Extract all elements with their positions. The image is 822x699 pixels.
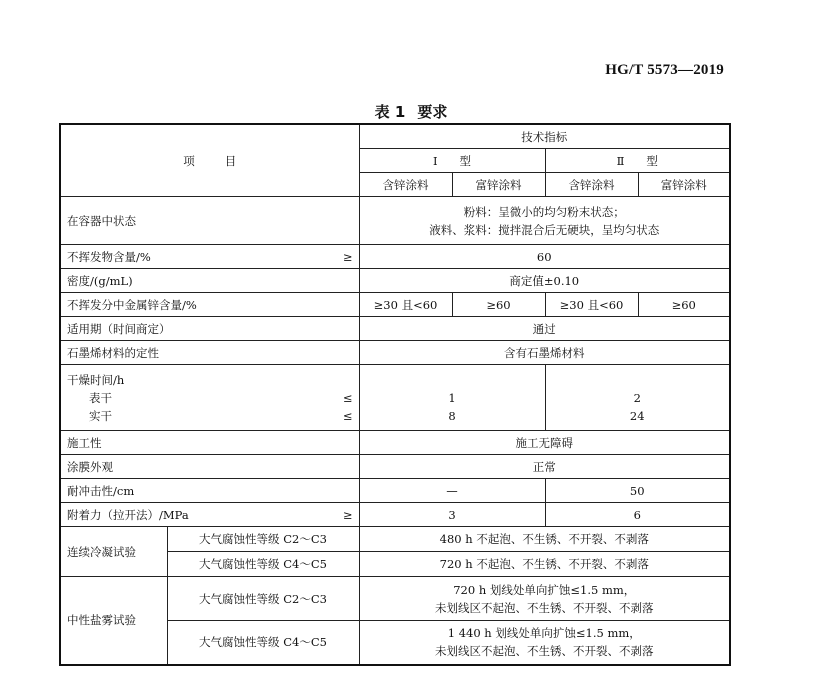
row-value: ≥60 (638, 293, 730, 317)
table-header-row (60, 124, 730, 149)
row-value: 60 (359, 245, 730, 269)
row-value: 2 24 (545, 365, 730, 431)
sub-row-label: 大气腐蚀性等级 C2～C3 (167, 577, 359, 621)
row-value: 480 h 不起泡、不生锈、不开裂、不剥落 (359, 527, 730, 552)
row-value: 6 (545, 503, 730, 527)
row-value: 商定值±0.10 (359, 269, 730, 293)
row-value: 含有石墨烯材料 (359, 341, 730, 365)
table-row (60, 431, 730, 455)
table-title (0, 101, 822, 122)
item-column-header: 项 目 (60, 124, 359, 197)
row-label: 不挥发物含量/% ≥ (60, 245, 359, 269)
type-1-header: Ⅰ 型 (359, 149, 545, 173)
standard-code: HG/T 5573—2019 (605, 62, 724, 78)
row-label: 中性盐雾试验 (60, 577, 167, 665)
type2-zinc-coating: 含锌涂料 (545, 173, 638, 197)
requirements-table (59, 123, 731, 666)
table-row (60, 577, 730, 621)
type2-zinc-rich-coating: 富锌涂料 (638, 173, 730, 197)
row-value: ≥30 且<60 (545, 293, 638, 317)
type-2-header: Ⅱ 型 (545, 149, 730, 173)
row-value: ≥60 (452, 293, 545, 317)
row-label: 在容器中状态 (60, 197, 359, 245)
row-label: 不挥发分中金属锌含量/% (60, 293, 359, 317)
sub-row-label: 大气腐蚀性等级 C2～C3 (167, 527, 359, 552)
operator: ≤ (342, 408, 353, 423)
table-row (60, 245, 730, 269)
row-label: 耐冲击性/cm (60, 479, 359, 503)
row-label: 适用期（时间商定） (60, 317, 359, 341)
row-value: 50 (545, 479, 730, 503)
row-value: 3 (359, 503, 545, 527)
operator: ≥ (342, 249, 353, 264)
operator: ≤ (342, 390, 353, 405)
row-value: — (359, 479, 545, 503)
row-label: 密度/(g/mL) (60, 269, 359, 293)
table-row (60, 365, 730, 431)
table-number: 表 1 (374, 103, 406, 121)
sub-row-label: 大气腐蚀性等级 C4～C5 (167, 552, 359, 577)
row-label: 连续冷凝试验 (60, 527, 167, 577)
row-value: 正常 (359, 455, 730, 479)
row-label: 石墨烯材料的定性 (60, 341, 359, 365)
table-row (60, 479, 730, 503)
operator: ≥ (342, 507, 353, 522)
row-value: 720 h 划线处单向扩蚀≤1.5 mm， 未划线区不起泡、不生锈、不开裂、不剥落 (359, 577, 730, 621)
row-value: 粉料：呈微小的均匀粉末状态； 液料、浆料：搅拌混合后无硬块，呈均匀状态 (359, 197, 730, 245)
table-row (60, 341, 730, 365)
table-row (60, 503, 730, 527)
row-label: 干燥时间/h 表干 ≤ 实干 ≤ (60, 365, 359, 431)
table-row (60, 527, 730, 552)
sub-row-label: 大气腐蚀性等级 C4～C5 (167, 621, 359, 665)
row-value: 1 8 (359, 365, 545, 431)
table-row (60, 455, 730, 479)
row-label: 涂膜外观 (60, 455, 359, 479)
row-value: 1 440 h 划线处单向扩蚀≤1.5 mm， 未划线区不起泡、不生锈、不开裂、不剥落 (359, 621, 730, 665)
table-name: 要求 (417, 103, 448, 121)
row-value: 通过 (359, 317, 730, 341)
row-value: 720 h 不起泡、不生锈、不开裂、不剥落 (359, 552, 730, 577)
row-value: 施工无障碍 (359, 431, 730, 455)
type1-zinc-rich-coating: 富锌涂料 (452, 173, 545, 197)
tech-spec-header: 技术指标 (359, 124, 730, 149)
row-value: ≥30 且<60 (359, 293, 452, 317)
table-row (60, 269, 730, 293)
table-row (60, 197, 730, 245)
type1-zinc-coating: 含锌涂料 (359, 173, 452, 197)
table-row (60, 317, 730, 341)
row-label: 施工性 (60, 431, 359, 455)
table-row (60, 293, 730, 317)
row-label: 附着力（拉开法）/MPa ≥ (60, 503, 359, 527)
